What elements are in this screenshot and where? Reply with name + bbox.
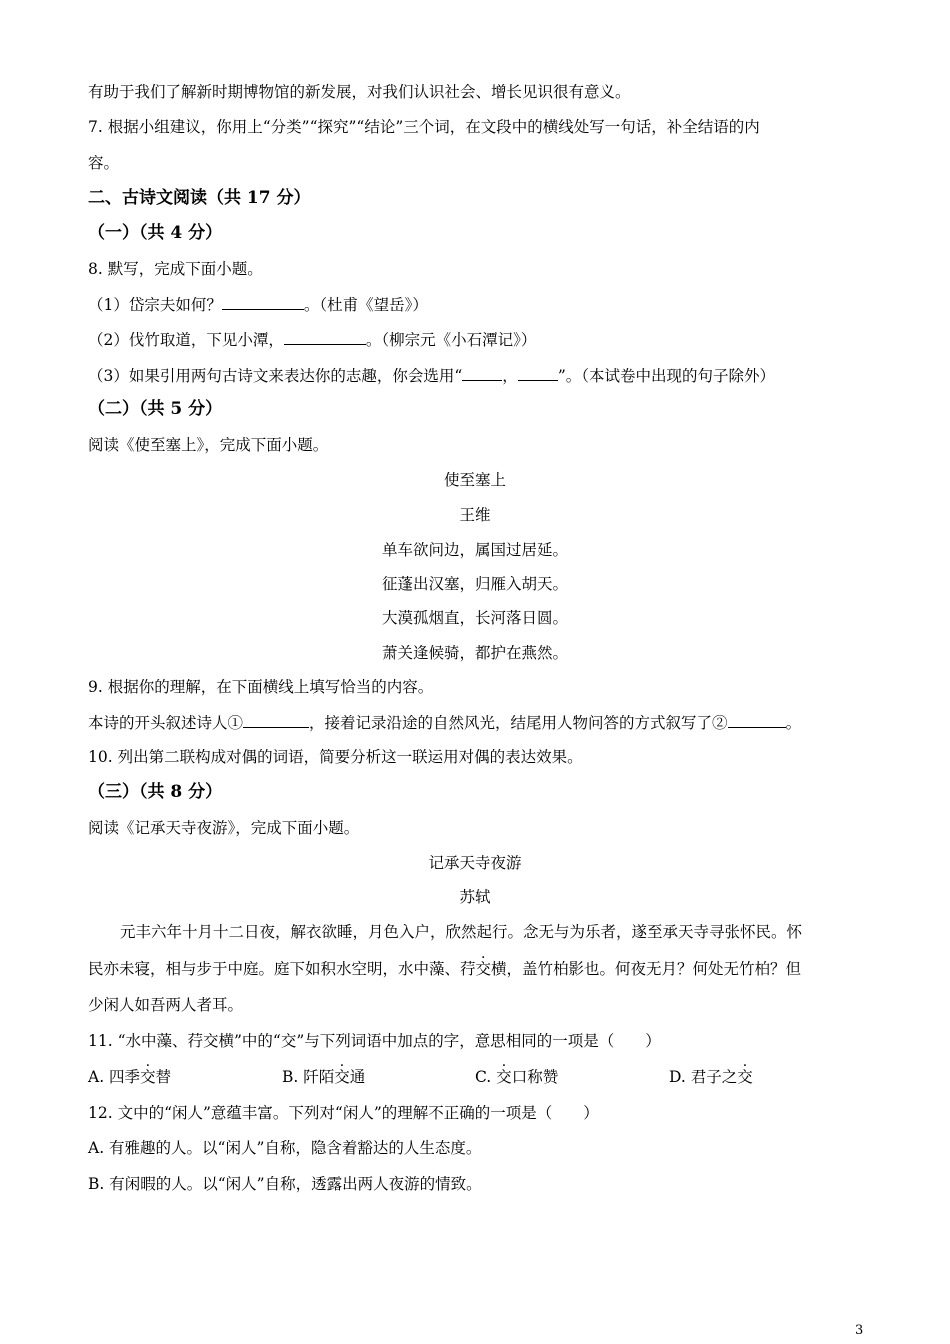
- poem-title: 使至塞上: [443, 471, 506, 489]
- poem-line: 单车欲问边，属国过居延。: [381, 541, 568, 559]
- question-11: 11. “水中藻、荇交横”中的“交”与下列词语中加点的字，意思相同的一项是（ ）: [88, 1032, 661, 1050]
- prose-title: 记承天寺夜游: [428, 854, 522, 872]
- emphasis-dot-char: 交: [334, 1068, 350, 1086]
- question-9-fill: 本诗的开头叙述诗人① ，接着记录沿途的自然风光，结尾用人物问答的方式叙写了② 。: [88, 711, 801, 734]
- option-a: A. 四季交替: [88, 1068, 172, 1086]
- subsection-heading: （三）（共 8 分）: [88, 782, 223, 802]
- poem-line: 大漠孤烟直，长河落日圆。: [381, 609, 568, 627]
- question-8: 8. 默写，完成下面小题。: [88, 260, 263, 278]
- question-9: 9. 根据你的理解，在下面横线上填写恰当的内容。: [88, 678, 434, 696]
- question-7: 7. 根据小组建议，你用上“分类”“探究”“结论”三个词，在文段中的横线处写一句话，补全结语的内: [88, 118, 760, 136]
- answer-blank: [222, 293, 304, 310]
- question-12: 12. 文中的“闲人”意蕴丰富。下列对“闲人”的理解不正确的一项是（ ）: [88, 1104, 599, 1122]
- section-heading: 二、古诗文阅读（共 17 分）: [88, 188, 311, 208]
- answer-blank: [243, 711, 309, 728]
- reading-instruction: 阅读《记承天寺夜游》，完成下面小题。: [88, 819, 360, 837]
- option-b: B. 有闲暇的人。以“闲人”自称，透露出两人夜游的情致。: [88, 1175, 482, 1193]
- answer-blank: [518, 364, 558, 381]
- option-a: A. 有雅趣的人。以“闲人”自称，隐含着豁达的人生态度。: [88, 1139, 482, 1157]
- emphasis-dot-char: 交: [140, 1068, 156, 1086]
- poem-line: 征蓬出汉塞，归雁入胡天。: [381, 575, 568, 593]
- prose-line: 民亦未寝，相与步于中庭。庭下如积水空明，水中藻、荇交横，盖竹柏影也。何夜无月？何处无竹柏？但: [88, 960, 802, 978]
- emphasis-dot-char: 交: [737, 1068, 753, 1086]
- option-b: B. 阡陌交通: [282, 1068, 366, 1086]
- page-number: 3: [855, 1323, 864, 1338]
- reading-instruction: 阅读《使至塞上》，完成下面小题。: [88, 436, 329, 454]
- poem-author: 王维: [459, 506, 491, 524]
- question-10: 10. 列出第二联构成对偶的词语，简要分析这一联运用对偶的表达效果。: [88, 748, 583, 766]
- answer-blank: [728, 711, 786, 728]
- prose-author: 苏轼: [459, 888, 491, 906]
- poem-line: 萧关逢候骑，都护在燕然。: [381, 644, 568, 662]
- answer-blank: [284, 328, 366, 345]
- option-c: C. 交口称赞: [475, 1068, 559, 1086]
- text-line: 容。: [88, 154, 120, 172]
- emphasis-dot-char: 交: [475, 960, 492, 978]
- question-8-3: （3）如果引用两句古诗文来表达你的志趣，你会选用“ ， ”。（本试卷中出现的句子除外）: [88, 364, 775, 387]
- prose-line: 少闲人如吾两人者耳。: [88, 996, 244, 1014]
- subsection-heading: （二）（共 5 分）: [88, 399, 223, 419]
- prose-line: 元丰六年十月十二日夜，解衣欲睡，月色入户，欣然起行。念无与为乐者，遂至承天寺寻张怀民。怀: [120, 923, 803, 941]
- text-line: 有助于我们了解新时期博物馆的新发展，对我们认识社会、增长见识很有意义。: [88, 83, 631, 101]
- answer-blank: [462, 364, 502, 381]
- emphasis-dot-char: 交: [496, 1068, 512, 1086]
- question-8-2: （2）伐竹取道，下见小潭， 。（柳宗元《小石潭记》）: [88, 328, 536, 351]
- question-8-1: （1）岱宗夫如何？ 。（杜甫《望岳》）: [88, 293, 428, 316]
- subsection-heading: （一）（共 4 分）: [88, 223, 223, 243]
- option-d: D. 君子之交: [669, 1068, 753, 1086]
